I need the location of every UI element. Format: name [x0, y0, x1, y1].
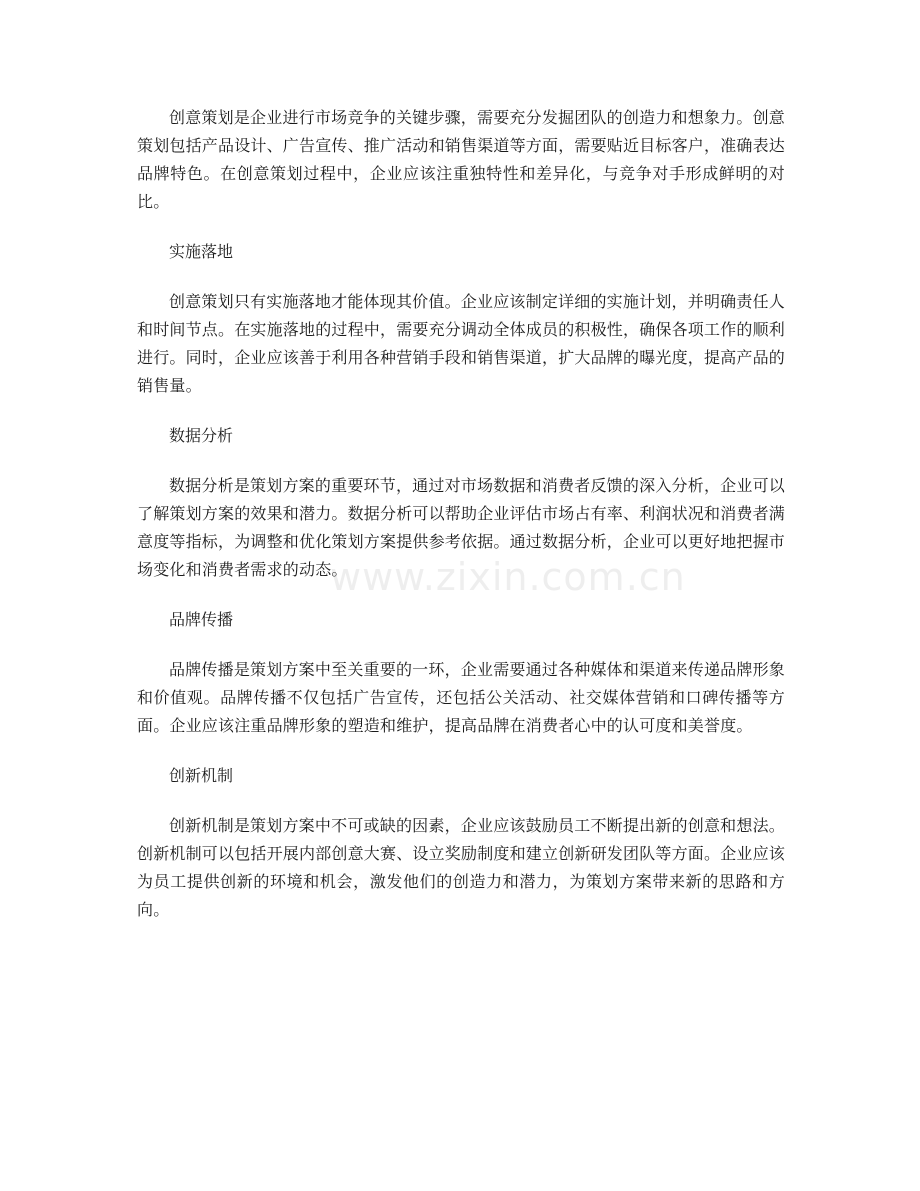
- spacer: [137, 216, 785, 238]
- section-heading-brand-communication: 品牌传播: [169, 610, 234, 629]
- spacer: [137, 266, 785, 288]
- spacer: [137, 584, 785, 606]
- section-paragraph-brand-communication: 品牌传播是策划方案中至关重要的一环，企业需要通过各种媒体和渠道来传递品牌形象和价值观。品牌传播不仅包括广告宣传，还包括公关活动、社交媒体营销和口碑传播等方面。企业应该注重品牌形象的塑造和维护，提高品牌在消费者心中的认可度和美誉度。: [137, 660, 785, 735]
- spacer: [137, 450, 785, 472]
- document-body: [137, 104, 785, 924]
- spacer: [137, 634, 785, 656]
- section-paragraph-data-analysis: 数据分析是策划方案的重要环节，通过对市场数据和消费者反馈的深入分析，企业可以了解策划方案的效果和潜力。数据分析可以帮助企业评估市场占有率、利润状况和消费者满意度等指标，为调整和优化策划方案提供参考依据。通过数据分析，企业可以更好地把握市场变化和消费者需求的动态。: [137, 476, 786, 579]
- section-heading-data-analysis: 数据分析: [169, 426, 234, 445]
- spacer: [137, 400, 785, 422]
- intro-paragraph: 创意策划是企业进行市场竞争的关键步骤，需要充分发掘团队的创造力和想象力。创意策划包括产品设计、广告宣传、推广活动和销售渠道等方面，需要贴近目标客户，准确表达品牌特色。在创意策划过程中，企业应该注重独特性和差异化，与竞争对手形成鲜明的对比。: [137, 108, 786, 211]
- section-heading-implementation: 实施落地: [169, 242, 234, 261]
- watermark-text: www.zixin.com.cn: [330, 555, 686, 599]
- section-heading-innovation-mechanism: 创新机制: [169, 766, 234, 785]
- section-paragraph-implementation: 创意策划只有实施落地才能体现其价值。企业应该制定详细的实施计划，并明确责任人和时间节点。在实施落地的过程中，需要充分调动全体成员的积极性，确保各项工作的顺利进行。同时，企业应该善于利用各种营销手段和销售渠道，扩大品牌的曝光度，提高产品的销售量。: [137, 292, 786, 395]
- spacer: [137, 790, 785, 812]
- spacer: [137, 740, 785, 762]
- section-paragraph-innovation-mechanism: 创新机制是策划方案中不可或缺的因素，企业应该鼓励员工不断提出新的创意和想法。创新机制可以包括开展内部创意大赛、设立奖励制度和建立创新研发团队等方面。企业应该为员工提供创新的环境和机会，激发他们的创造力和潜力，为策划方案带来新的思路和方向。: [137, 816, 786, 919]
